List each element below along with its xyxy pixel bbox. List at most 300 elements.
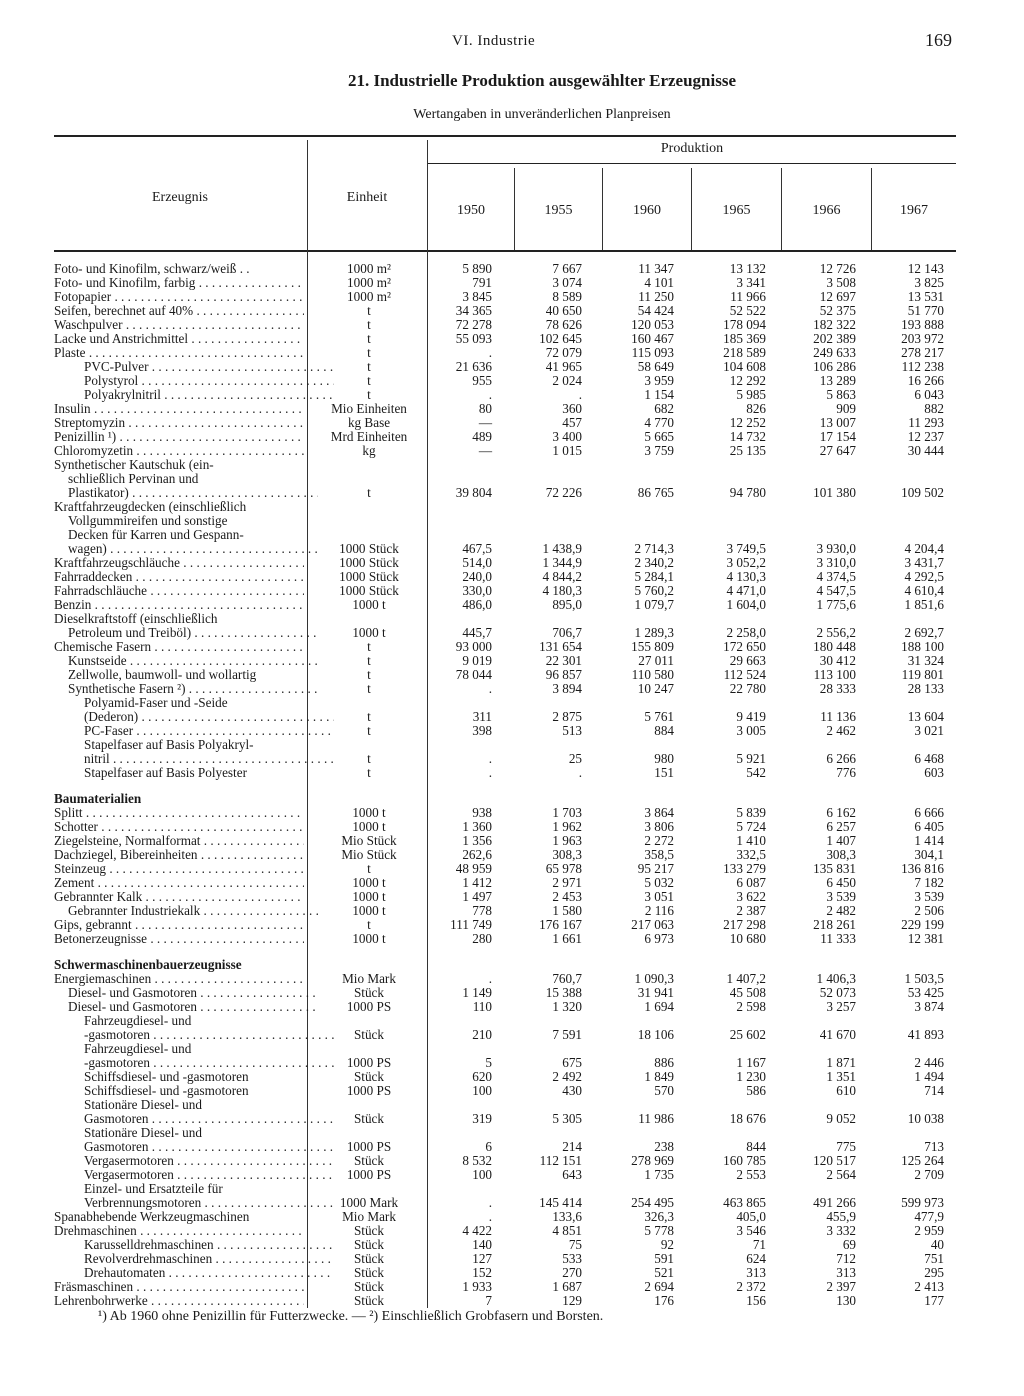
value-cell: 3 806: [644, 819, 674, 834]
value-cell: 41 893: [907, 1027, 944, 1042]
value-cell: 513: [562, 723, 582, 738]
table-row: [0, 332, 1024, 346]
value-cell: 909: [836, 401, 856, 416]
value-cell: 9 419: [736, 709, 766, 724]
value-cell: 620: [472, 1069, 492, 1084]
value-cell: 542: [746, 765, 766, 780]
value-cell: 5 839: [736, 805, 766, 820]
value-cell: 249 633: [813, 345, 856, 360]
value-cell: 6 666: [914, 805, 944, 820]
value-cell: 2 564: [826, 1167, 856, 1182]
value-cell: 12 292: [729, 373, 766, 388]
value-cell: 8 589: [552, 289, 582, 304]
product-label: Waschpulver . . .: [54, 318, 304, 332]
value-cell: 72 278: [455, 317, 492, 332]
value-cell: 1 849: [644, 1069, 674, 1084]
value-cell: 360: [562, 401, 582, 416]
value-cell: 3 074: [552, 275, 582, 290]
value-cell: 706,7: [552, 625, 582, 640]
table-row: [0, 752, 1024, 766]
table-row: [0, 668, 1024, 682]
value-cell: 295: [924, 1265, 944, 1280]
value-cell: 1 407: [826, 833, 856, 848]
value-cell: 8 532: [462, 1153, 492, 1168]
table-row: [0, 1042, 1024, 1056]
value-cell: 304,1: [914, 847, 944, 862]
product-label: Spanabhebende Werkzeugmaschinen: [54, 1210, 250, 1224]
product-label: Schotter . . .: [54, 820, 304, 834]
table-row: [0, 918, 1024, 932]
unit-cell: 1000 t: [352, 805, 386, 820]
value-cell: 6: [485, 1139, 492, 1154]
value-cell: 477,9: [914, 1209, 944, 1224]
value-cell: 4 547,5: [816, 583, 856, 598]
value-cell: 1 412: [462, 875, 492, 890]
unit-cell: Stück: [353, 985, 385, 1000]
value-cell: 751: [924, 1251, 944, 1266]
unit-cell: t: [367, 681, 371, 696]
value-cell: 2 482: [826, 903, 856, 918]
product-label: Drehautomaten . . .: [84, 1266, 334, 1280]
value-cell: 29 663: [729, 653, 766, 668]
table-subtitle: Wertangaben in unveränderlichen Planpreisen: [413, 107, 671, 122]
value-cell: 1 580: [552, 903, 582, 918]
product-label: Fahrzeugdiesel- und: [84, 1042, 192, 1056]
value-cell: 5 724: [736, 819, 766, 834]
value-cell: 1 360: [462, 819, 492, 834]
product-label: -gasmotoren . . .: [84, 1056, 334, 1070]
table-title: 21. Industrielle Produktion ausgewählter Erzeugnisse: [347, 71, 737, 90]
column-header-year: 1960: [633, 203, 661, 218]
product-label: Insulin . . .: [54, 402, 304, 416]
table-row: [0, 1252, 1024, 1266]
product-label: Penizillin ¹) . . .: [54, 430, 304, 444]
value-cell: 4 770: [644, 415, 674, 430]
value-cell: 2 714,3: [634, 541, 674, 556]
value-cell: 895,0: [552, 597, 582, 612]
value-cell: 13 007: [819, 415, 856, 430]
value-cell: 11 966: [730, 289, 766, 304]
value-cell: .: [488, 971, 492, 986]
value-cell: 131 654: [539, 639, 582, 654]
table-row: [0, 514, 1024, 528]
value-cell: 5 921: [736, 751, 766, 766]
value-cell: 591: [654, 1251, 674, 1266]
product-label: Stationäre Diesel- und: [84, 1098, 202, 1112]
value-cell: 2 971: [552, 875, 582, 890]
value-cell: 463 865: [723, 1195, 766, 1210]
value-cell: 45 508: [729, 985, 766, 1000]
unit-cell: t: [367, 667, 371, 682]
unit-cell: 1000 Stück: [339, 541, 399, 556]
unit-cell: 1000 Stück: [339, 555, 399, 570]
value-cell: 330,0: [462, 583, 492, 598]
value-cell: 111 749: [450, 917, 492, 932]
value-cell: 4 851: [552, 1223, 582, 1238]
value-cell: .: [488, 345, 492, 360]
product-label: Fahrzeugdiesel- und: [84, 1014, 192, 1028]
product-label: Gebrannter Industriekalk . . .: [68, 904, 318, 918]
table-row: [0, 584, 1024, 598]
product-label: PVC-Pulver . . .: [84, 360, 334, 374]
value-cell: 12 697: [819, 289, 856, 304]
value-cell: 30 444: [907, 443, 944, 458]
table-row: [0, 318, 1024, 332]
value-cell: 3 749,5: [726, 541, 766, 556]
value-cell: 5 305: [552, 1111, 582, 1126]
value-cell: 176: [654, 1293, 674, 1308]
value-cell: 5: [485, 1055, 492, 1070]
value-cell: 682: [654, 401, 674, 416]
value-cell: 1 090,3: [634, 971, 674, 986]
value-cell: 1 851,6: [904, 597, 944, 612]
table-row: [0, 1294, 1024, 1308]
unit-cell: t: [367, 765, 371, 780]
value-cell: 1 351: [826, 1069, 856, 1084]
value-cell: 28 333: [819, 681, 856, 696]
value-cell: 1 414: [914, 833, 944, 848]
value-cell: 398: [472, 723, 492, 738]
value-cell: 15 388: [545, 985, 582, 1000]
unit-cell: kg Base: [347, 415, 391, 430]
product-label: PC-Faser . . .: [84, 724, 334, 738]
value-cell: 3 052,2: [726, 555, 766, 570]
table-row: [0, 972, 1024, 986]
table-row: [0, 1070, 1024, 1084]
value-cell: 7 182: [914, 875, 944, 890]
value-cell: 22 780: [729, 681, 766, 696]
value-cell: 6 973: [644, 931, 674, 946]
product-label: Stapelfaser auf Basis Polyakryl-: [84, 738, 254, 752]
value-cell: 3 539: [826, 889, 856, 904]
value-cell: 610: [836, 1083, 856, 1098]
column-header-unit: Einheit: [346, 190, 388, 205]
value-cell: 775: [836, 1139, 856, 1154]
value-cell: 135 831: [813, 861, 856, 876]
value-cell: 92: [660, 1237, 674, 1252]
value-cell: .: [578, 387, 582, 402]
value-cell: 3 508: [826, 275, 856, 290]
value-cell: 75: [568, 1237, 582, 1252]
value-cell: 4 610,4: [904, 583, 944, 598]
value-cell: 86 765: [637, 485, 674, 500]
value-cell: 4 130,3: [726, 569, 766, 584]
unit-cell: 1000 PS: [346, 1083, 392, 1098]
unit-cell: kg: [362, 443, 376, 458]
value-cell: 955: [472, 373, 492, 388]
value-cell: 104 608: [723, 359, 766, 374]
value-cell: 624: [746, 1251, 766, 1266]
value-cell: 586: [746, 1083, 766, 1098]
unit-cell: 1000 PS: [346, 1055, 392, 1070]
product-label: Foto- und Kinofilm, schwarz/weiß . .: [54, 262, 250, 276]
value-cell: 4 844,2: [542, 569, 582, 584]
value-cell: 1 149: [462, 985, 492, 1000]
unit-cell: t: [367, 709, 371, 724]
value-cell: .: [578, 765, 582, 780]
unit-cell: 1000 m²: [347, 261, 391, 276]
product-label: Decken für Karren und Gespann-: [68, 528, 244, 542]
value-cell: 5 760,2: [634, 583, 674, 598]
table-row: [0, 430, 1024, 444]
value-cell: 4 422: [462, 1223, 492, 1238]
product-label: Dieselkraftstoff (einschließlich: [54, 612, 218, 626]
unit-cell: Mio Einheiten: [331, 401, 407, 416]
value-cell: 3 431,7: [904, 555, 944, 570]
value-cell: 6 405: [914, 819, 944, 834]
unit-cell: 1000 Mark: [339, 1195, 399, 1210]
value-cell: 760,7: [552, 971, 582, 986]
value-cell: 13 289: [819, 373, 856, 388]
table-row: [0, 1056, 1024, 1070]
table-row: [0, 766, 1024, 780]
value-cell: 28 133: [907, 681, 944, 696]
value-cell: 69: [842, 1237, 856, 1252]
value-cell: 31 324: [907, 653, 944, 668]
value-cell: 120 517: [813, 1153, 856, 1168]
product-label: Kraftfahrzeugdecken (einschließlich: [54, 500, 247, 514]
value-cell: 176 167: [539, 917, 582, 932]
table-row: [0, 402, 1024, 416]
table-row: [0, 1280, 1024, 1294]
value-cell: 3 257: [826, 999, 856, 1014]
value-cell: 217 298: [723, 917, 766, 932]
table-row: [0, 710, 1024, 724]
product-label: (Dederon) . . .: [84, 710, 334, 724]
value-cell: 203 972: [901, 331, 944, 346]
value-cell: 270: [562, 1265, 582, 1280]
value-cell: 93 000: [455, 639, 492, 654]
value-cell: 5 778: [644, 1223, 674, 1238]
product-label: Zellwolle, baumwoll- und wollartig: [68, 668, 257, 682]
table-row: [0, 388, 1024, 402]
value-cell: 78 044: [455, 667, 492, 682]
unit-cell: 1000 m²: [347, 275, 391, 290]
value-cell: 52 522: [729, 303, 766, 318]
product-label: Verbrennungsmotoren . . .: [84, 1196, 334, 1210]
value-cell: 533: [562, 1251, 582, 1266]
value-cell: 2 959: [914, 1223, 944, 1238]
value-cell: 311: [472, 709, 492, 724]
value-cell: 886: [654, 1055, 674, 1070]
value-cell: 1 289,3: [634, 625, 674, 640]
table-row: [0, 1238, 1024, 1252]
value-cell: 101 380: [813, 485, 856, 500]
table-row: [0, 1168, 1024, 1182]
value-cell: 844: [746, 1139, 766, 1154]
value-cell: 110: [472, 999, 492, 1014]
value-cell: 826: [746, 401, 766, 416]
value-cell: 172 650: [723, 639, 766, 654]
table-row: [0, 986, 1024, 1000]
unit-cell: 1000 t: [352, 931, 386, 946]
value-cell: 1 494: [914, 1069, 944, 1084]
product-label: Fotopapier . . .: [54, 290, 304, 304]
value-cell: 16 266: [907, 373, 944, 388]
value-cell: 3 539: [914, 889, 944, 904]
value-cell: 3 864: [644, 805, 674, 820]
column-header-year: 1966: [812, 203, 841, 218]
value-cell: 152: [472, 1265, 492, 1280]
column-header-production: Produktion: [660, 141, 724, 156]
value-cell: 2 553: [736, 1167, 766, 1182]
product-label: Karusselldrehmaschinen . . .: [84, 1238, 334, 1252]
value-cell: 55 093: [455, 331, 492, 346]
value-cell: 51 770: [907, 303, 944, 318]
table-row: [0, 458, 1024, 472]
value-cell: 96 857: [545, 667, 582, 682]
value-cell: 599 973: [901, 1195, 944, 1210]
value-cell: 112 238: [901, 359, 944, 374]
product-label: Fräsmaschinen . . .: [54, 1280, 304, 1294]
value-cell: 95 217: [637, 861, 674, 876]
value-cell: 160 785: [723, 1153, 766, 1168]
table-row: [0, 1098, 1024, 1112]
section-heading: Schwermaschinenbauerzeugnisse: [54, 958, 242, 972]
value-cell: 675: [562, 1055, 582, 1070]
unit-cell: Stück: [353, 1223, 385, 1238]
table-row: [0, 834, 1024, 848]
value-cell: 178 094: [723, 317, 766, 332]
value-cell: 2 116: [644, 903, 674, 918]
value-cell: 10 038: [907, 1111, 944, 1126]
value-cell: 326,3: [644, 1209, 674, 1224]
value-cell: 6 266: [826, 751, 856, 766]
value-cell: 18 106: [637, 1027, 674, 1042]
value-cell: 882: [924, 401, 944, 416]
table-row: [0, 1028, 1024, 1042]
value-cell: 521: [654, 1265, 674, 1280]
product-label: Schiffsdiesel- und -gasmotoren: [84, 1070, 249, 1084]
unit-cell: 1000 t: [352, 625, 386, 640]
value-cell: 156: [746, 1293, 766, 1308]
unit-cell: t: [367, 723, 371, 738]
value-cell: 262,6: [462, 847, 492, 862]
product-label: Gebrannter Kalk . . .: [54, 890, 304, 904]
product-label: Vergasermotoren . . .: [84, 1168, 334, 1182]
unit-cell: Mrd Einheiten: [330, 429, 408, 444]
value-cell: 4 374,5: [816, 569, 856, 584]
value-cell: 6 468: [914, 751, 944, 766]
product-label: Kraftfahrzeugschläuche . . .: [54, 556, 304, 570]
value-cell: 11 333: [820, 931, 856, 946]
value-cell: 445,7: [462, 625, 492, 640]
value-cell: 7 667: [552, 261, 582, 276]
value-cell: 4 292,5: [904, 569, 944, 584]
value-cell: 2 024: [552, 373, 582, 388]
value-cell: 210: [472, 1027, 492, 1042]
unit-cell: 1000 Stück: [339, 583, 399, 598]
value-cell: 254 495: [631, 1195, 674, 1210]
value-cell: 457: [562, 415, 582, 430]
product-label: Benzin . . .: [54, 598, 304, 612]
value-cell: 5 985: [736, 387, 766, 402]
value-cell: 714: [924, 1083, 944, 1098]
table-row: [0, 1266, 1024, 1280]
value-cell: 133 279: [723, 861, 766, 876]
table-row: [0, 1154, 1024, 1168]
table-row: [0, 486, 1024, 500]
value-cell: 603: [924, 765, 944, 780]
table-row: [0, 500, 1024, 514]
value-cell: 34 365: [455, 303, 492, 318]
table-row: [0, 724, 1024, 738]
value-cell: 27 647: [819, 443, 856, 458]
table-row: [0, 374, 1024, 388]
value-cell: 938: [472, 805, 492, 820]
table-row: [0, 304, 1024, 318]
product-label: Diesel- und Gasmotoren . . .: [68, 986, 318, 1000]
value-cell: 218 589: [723, 345, 766, 360]
value-cell: 514,0: [462, 555, 492, 570]
value-cell: 25 602: [729, 1027, 766, 1042]
table-row: [0, 876, 1024, 890]
value-cell: 1 410: [736, 833, 766, 848]
product-label: schließlich Pervinan und: [68, 472, 199, 486]
value-cell: 308,3: [552, 847, 582, 862]
table-row: [0, 1112, 1024, 1126]
value-cell: 713: [924, 1139, 944, 1154]
value-cell: 40 650: [545, 303, 582, 318]
column-header-year: 1950: [457, 203, 485, 218]
unit-cell: t: [367, 359, 371, 374]
value-cell: 25: [568, 751, 582, 766]
value-cell: 217 063: [631, 917, 674, 932]
value-cell: .: [488, 681, 492, 696]
value-cell: 5 761: [644, 709, 674, 724]
value-cell: 778: [472, 903, 492, 918]
value-cell: 9 052: [826, 1111, 856, 1126]
unit-cell: Stück: [353, 1293, 385, 1308]
value-cell: 12 726: [819, 261, 856, 276]
value-cell: 712: [836, 1251, 856, 1266]
value-cell: 3 310,0: [816, 555, 856, 570]
value-cell: 2 709: [914, 1167, 944, 1182]
unit-cell: t: [367, 303, 371, 318]
value-cell: —: [478, 443, 492, 458]
table-row: [0, 1000, 1024, 1014]
value-cell: 7 591: [552, 1027, 582, 1042]
table-row: [0, 472, 1024, 486]
value-cell: 2 453: [552, 889, 582, 904]
value-cell: 2 556,2: [816, 625, 856, 640]
value-cell: 313: [836, 1265, 856, 1280]
value-cell: 2 492: [552, 1069, 582, 1084]
table-row: [0, 1196, 1024, 1210]
value-cell: 160 467: [631, 331, 674, 346]
value-cell: 313: [746, 1265, 766, 1280]
product-label: Lacke und Anstrichmittel . . .: [54, 332, 304, 346]
product-label: Kunstseide . . .: [68, 654, 318, 668]
product-label: Plastikator) . . .: [68, 486, 318, 500]
value-cell: 48 959: [455, 861, 492, 876]
value-cell: 5 665: [644, 429, 674, 444]
product-label: Drehmaschinen . . .: [54, 1224, 304, 1238]
value-cell: 278 217: [901, 345, 944, 360]
value-cell: 78 626: [545, 317, 582, 332]
table-row: [0, 806, 1024, 820]
unit-cell: t: [367, 861, 371, 876]
value-cell: 4 471,0: [726, 583, 766, 598]
value-cell: 140: [472, 1237, 492, 1252]
product-label: Stapelfaser auf Basis Polyester: [84, 766, 247, 780]
product-label: Zement . . .: [54, 876, 304, 890]
value-cell: 3 894: [552, 681, 582, 696]
value-cell: 1 154: [644, 387, 674, 402]
table-row: [0, 848, 1024, 862]
value-cell: 2 340,2: [634, 555, 674, 570]
table-row: [0, 416, 1024, 430]
